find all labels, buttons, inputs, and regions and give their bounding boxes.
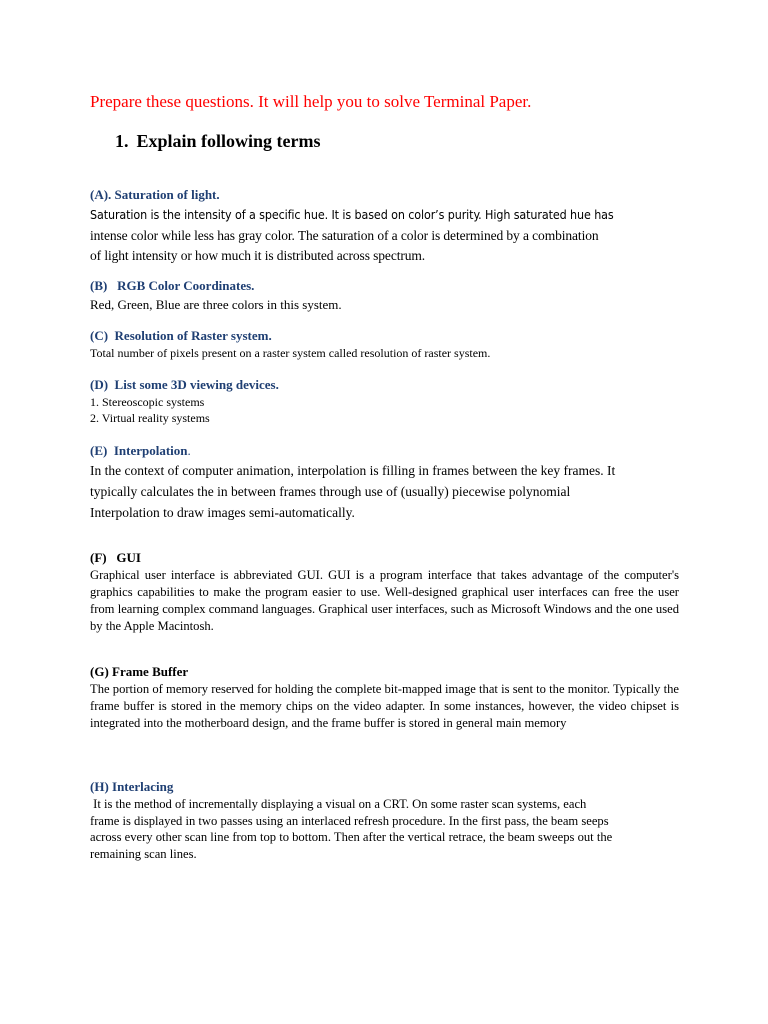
list-item: 2. Virtual reality systems	[90, 411, 210, 425]
question-number: 1.	[115, 131, 129, 151]
section-body: Total number of pixels present on a raster system called resolution of raster system.	[90, 346, 491, 360]
body-line: remaining scan lines.	[90, 846, 197, 861]
section-saturation	[90, 187, 680, 267]
section-heading	[90, 443, 680, 459]
section-heading: (F) GUI	[90, 550, 141, 565]
section-heading: (C) Resolution of Raster system.	[90, 328, 272, 343]
section-heading: (G) Frame Buffer	[90, 664, 189, 679]
list-item: 1. Stereoscopic systems	[90, 395, 205, 409]
body-line: typically calculates the in between frames through use of (usually) piecewise polynomial	[90, 484, 571, 499]
body-line: It is the method of incrementally displaying a visual on a CRT. On some raster scan systems, each	[90, 797, 587, 811]
section-heading: (A). Saturation of light.	[90, 187, 220, 202]
section-body: The portion of memory reserved for holding the complete bit-mapped image that is sent to the monitor. Typically the frame buffer is stored in the memory chips on the video adapter. In some instances, however, the video chipset is integrated into the motherboard design, and the frame buffer is stored in general main memory	[90, 682, 679, 730]
body-line: intense color while less has gray color. The saturation of a color is determined by a combination	[90, 227, 599, 243]
section-body	[90, 796, 680, 862]
section-body: Graphical user interface is abbreviated GUI. GUI is a program interface that takes advantage of the computer's graphics capabilities to make the program easier to use. Well-designed graphical user interfaces can free the user from learning complex command languages. Graphical user interfaces, such as Microsoft Windows and the one used by the Apple Macintosh.	[90, 568, 679, 633]
section-heading: (H) Interlacing	[90, 779, 174, 794]
section-3d-devices	[90, 377, 680, 426]
section-interlacing	[90, 779, 680, 862]
section-resolution	[90, 328, 680, 361]
section-heading: (B) RGB Color Coordinates.	[90, 278, 255, 293]
question-title: Explain following terms	[136, 131, 321, 151]
section-interpolation	[90, 443, 680, 523]
heading-dot: .	[187, 443, 191, 458]
body-line: frame is displayed in two passes using an interlaced refresh procedure. In the first pass, the beam seeps	[90, 813, 609, 828]
body-line: of light intensity or how much it is distributed across spectrum.	[90, 248, 426, 263]
body-line: In the context of computer animation, interpolation is filling in frames between the key frames. It	[90, 463, 616, 478]
section-frame-buffer	[90, 664, 679, 732]
body-line: Interpolation to draw images semi-automatically.	[90, 505, 355, 520]
question-heading	[115, 131, 321, 152]
section-body	[90, 205, 680, 267]
body-line: across every other scan line from top to bottom. Then after the vertical retrace, the beam sweeps out the	[90, 830, 613, 844]
section-body: Red, Green, Blue are three colors in this system.	[90, 297, 342, 312]
section-list	[90, 394, 680, 426]
intro-note: Prepare these questions. It will help you to solve Terminal Paper.	[90, 92, 532, 111]
section-gui	[90, 550, 679, 635]
heading-text: (E) Interpolation	[90, 443, 188, 458]
section-rgb	[90, 278, 680, 313]
section-heading: (D) List some 3D viewing devices.	[90, 377, 279, 392]
section-body	[90, 460, 680, 523]
body-line: Saturation is the intensity of a specific hue. It is based on color’s purity. High saturated hue has	[90, 207, 614, 222]
